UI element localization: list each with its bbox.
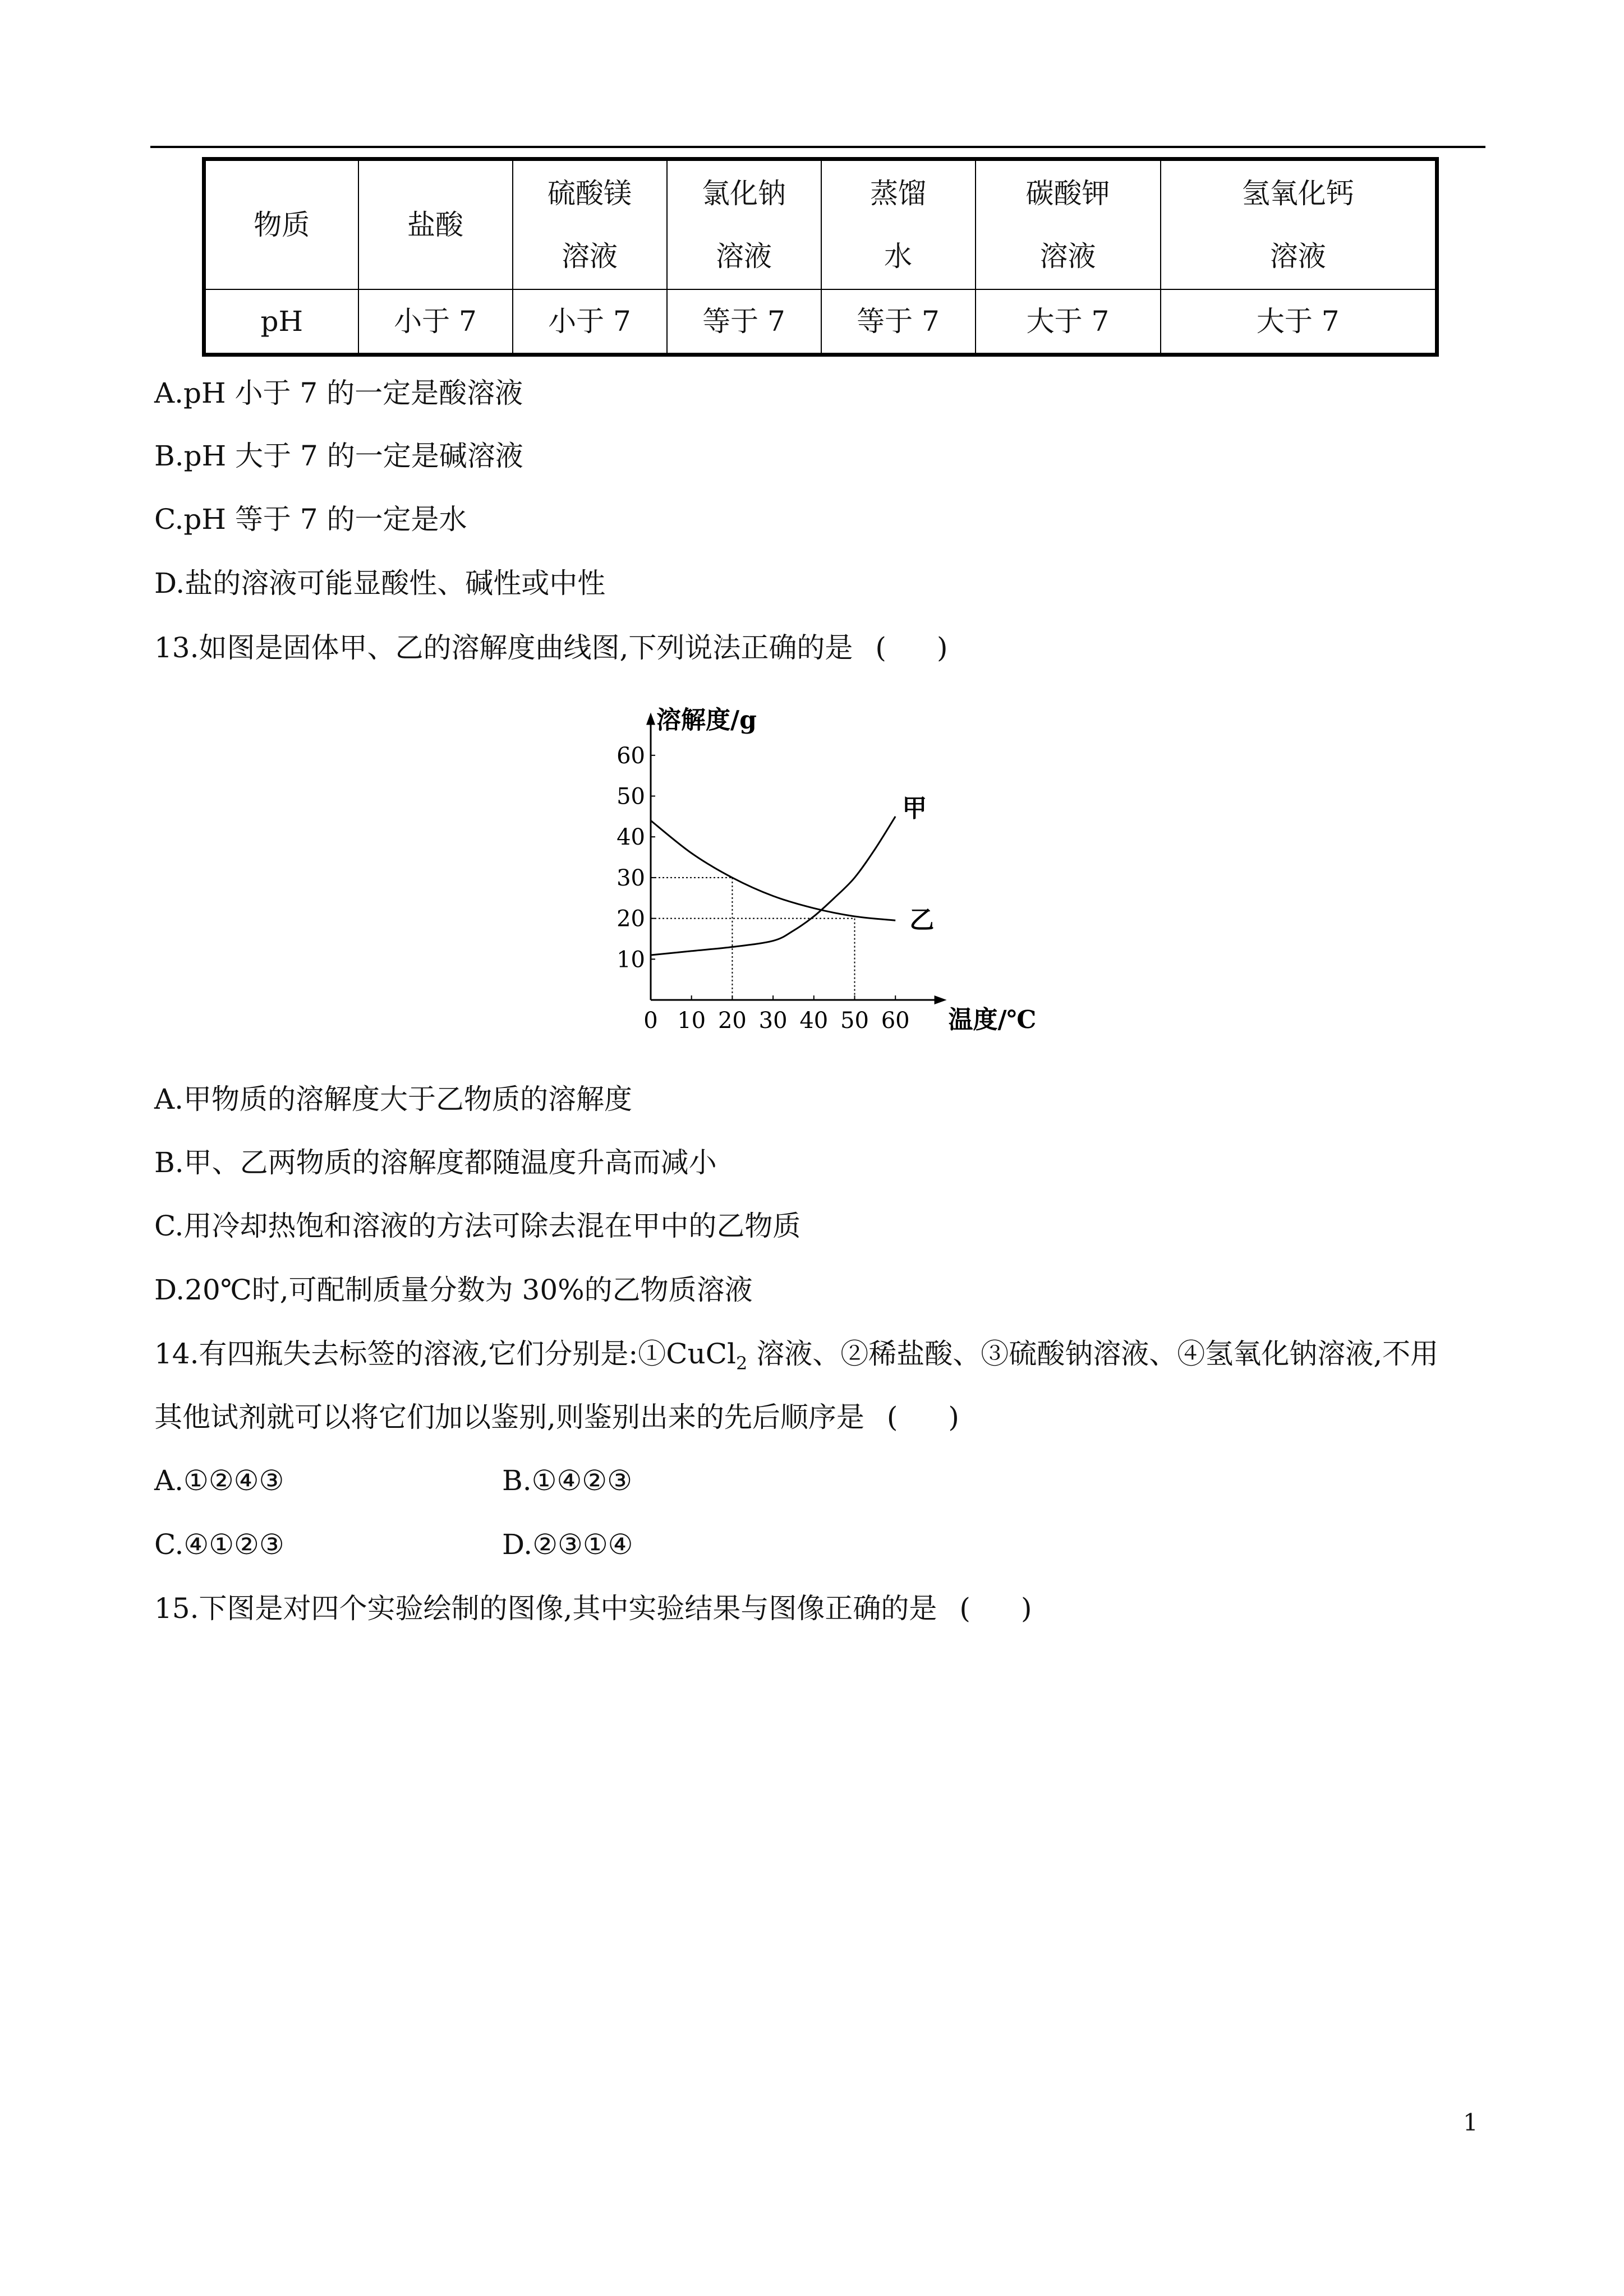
table-cell-line: 溶液 [1269, 240, 1326, 273]
x-tick-label: 10 [677, 1008, 706, 1034]
q12-option-c: C.pH 等于 7 的一定是水 [154, 503, 467, 536]
table-cell: 小于 7 [513, 289, 667, 355]
q14-options-row-2 [154, 1528, 284, 1561]
header-rule [150, 146, 1485, 148]
solubility-chart-svg [578, 701, 1043, 1043]
y-tick-label: 20 [617, 906, 645, 932]
table-cell: 物质 [204, 159, 358, 290]
table-cell [976, 159, 1161, 290]
table-cell: 盐酸 [358, 159, 513, 290]
table-row [204, 159, 1437, 290]
solubility-chart [578, 701, 1043, 1043]
y-tick-label: 40 [617, 824, 645, 851]
x-tick-label: 0 [643, 1008, 658, 1034]
q13-option-a: A.甲物质的溶解度大于乙物质的溶解度 [154, 1083, 633, 1115]
q13-option-b: B.甲、乙两物质的溶解度都随温度升高而减小 [154, 1146, 717, 1179]
ph-table [202, 157, 1439, 357]
q14-stem-part-a: 14.有四瓶失去标签的溶液,它们分别是:①CuCl [154, 1338, 736, 1370]
series-label-1: 甲 [902, 794, 927, 823]
table-cell-line: 蒸馏 [870, 177, 926, 210]
q14-option-c: C.④①②③ [154, 1528, 284, 1561]
y-tick-label: 10 [617, 947, 645, 973]
table-cell-line: 溶液 [716, 240, 772, 273]
table-cell-line: 溶液 [562, 240, 618, 273]
q14-option-b: B.①④②③ [502, 1464, 632, 1497]
page-number: 1 [1463, 2109, 1478, 2136]
x-tick-label: 30 [758, 1008, 788, 1034]
table-cell: 等于 7 [821, 289, 976, 355]
table-cell-line: 水 [884, 240, 912, 273]
answer-blank [887, 1400, 959, 1434]
table-cell-line: 硫酸镁 [548, 177, 632, 210]
q13-stem-text: 13.如图是固体甲、乙的溶解度曲线图,下列说法正确的是 [154, 631, 853, 664]
x-tick-label: 20 [717, 1008, 747, 1034]
table-cell [667, 159, 821, 290]
x-axis-arrow [935, 995, 947, 1004]
table-row [204, 289, 1437, 355]
q14-options-row-1 [154, 1464, 284, 1497]
series-curve-1 [651, 817, 895, 955]
x-tick-label: 40 [799, 1008, 829, 1034]
answer-blank [875, 631, 947, 665]
x-tick-label: 50 [840, 1008, 869, 1034]
table-cell-line: 溶液 [1039, 240, 1096, 273]
q12-option-b: B.pH 大于 7 的一定是碱溶液 [154, 440, 523, 472]
table-cell [1161, 159, 1437, 290]
table-cell [513, 159, 667, 290]
y-axis-label: 溶解度/g [656, 706, 757, 735]
table-cell-line: 氯化钠 [702, 177, 786, 210]
series-label-2: 乙 [909, 906, 935, 935]
table-cell-line: 氢氧化钙 [1241, 177, 1354, 210]
q12-option-d: D.盐的溶液可能显酸性、碱性或中性 [154, 567, 606, 600]
y-tick-label: 60 [617, 743, 645, 769]
series-curve-2 [651, 820, 895, 920]
q15-stem-text: 15.下图是对四个实验绘制的图像,其中实验结果与图像正确的是 [154, 1592, 937, 1625]
y-tick-label: 50 [617, 783, 645, 810]
q13-option-c: C.用冷却热饱和溶液的方法可除去混在甲中的乙物质 [154, 1210, 801, 1242]
q14-option-d: D.②③①④ [502, 1528, 633, 1561]
table-cell: 小于 7 [358, 289, 513, 355]
q13-option-d: D.20℃时,可配制质量分数为 30%的乙物质溶液 [154, 1274, 753, 1306]
table-cell-line: 碳酸钾 [1025, 177, 1110, 210]
q14-option-a: A.①②④③ [154, 1464, 284, 1497]
q14-stem-line-2 [154, 1400, 959, 1434]
q13-stem [154, 631, 947, 665]
table-cell: 大于 7 [1161, 289, 1437, 355]
table-cell: pH [204, 289, 358, 355]
q12-option-a: A.pH 小于 7 的一定是酸溶液 [154, 377, 523, 409]
table-cell [821, 159, 976, 290]
x-tick-label: 60 [881, 1008, 910, 1034]
answer-blank [959, 1592, 1032, 1625]
q15-stem [154, 1592, 1032, 1625]
table-cell: 等于 7 [667, 289, 821, 355]
y-tick-label: 30 [617, 865, 645, 891]
q14-stem-part-b: 溶液、②稀盐酸、③硫酸钠溶液、④氢氧化钠溶液,不用 [747, 1338, 1439, 1370]
q14-stem-text: 其他试剂就可以将它们加以鉴别,则鉴别出来的先后顺序是 [154, 1401, 864, 1433]
table-cell: 大于 7 [976, 289, 1161, 355]
x-axis-label: 温度/℃ [948, 1006, 1037, 1034]
q14-subscript: 2 [735, 1353, 748, 1374]
y-axis-arrow [646, 712, 655, 725]
q14-stem-line-1 [154, 1337, 1438, 1380]
